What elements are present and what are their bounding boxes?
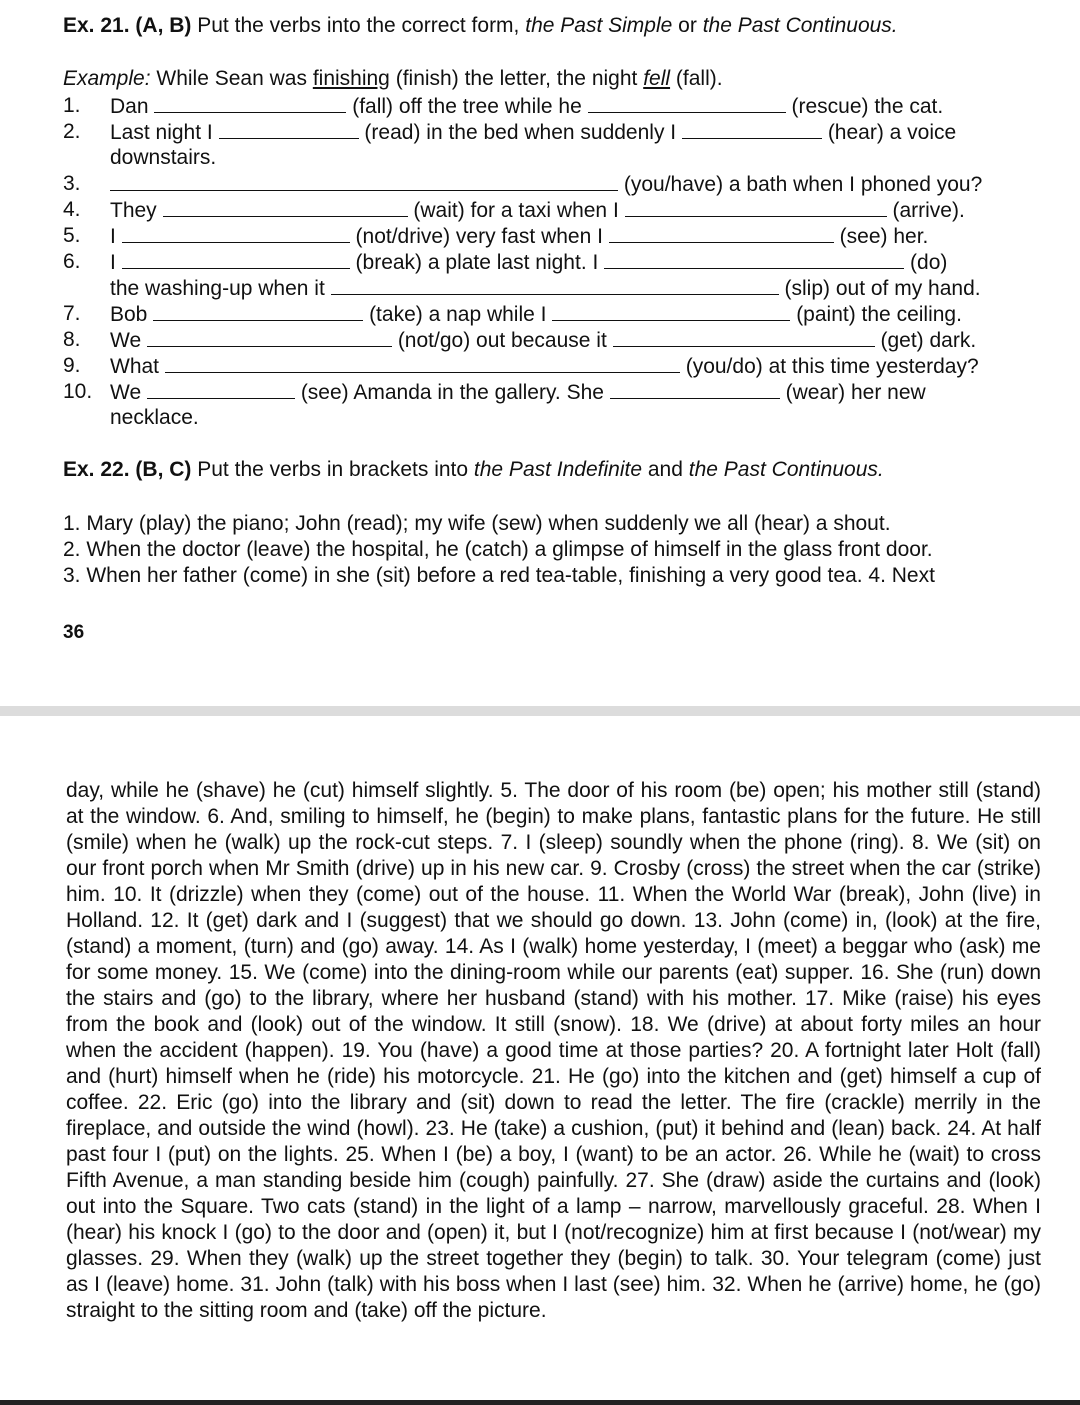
page-bottom-edge bbox=[0, 1400, 1080, 1405]
answer-blank[interactable] bbox=[331, 276, 779, 295]
ex21-label: Ex. 21. bbox=[63, 14, 130, 37]
example-text-c: (fall). bbox=[675, 67, 723, 90]
example-text-b: (finish) the letter, the night bbox=[395, 67, 638, 90]
item-text: (arrive). bbox=[892, 199, 965, 222]
ex21-item-10 bbox=[110, 380, 926, 405]
ex21-item-4 bbox=[110, 198, 965, 223]
answer-blank[interactable] bbox=[147, 328, 392, 347]
item-text: I bbox=[110, 225, 116, 248]
ex21-item-8 bbox=[110, 328, 976, 353]
item-number: 10. bbox=[63, 380, 93, 403]
ex21-levels: (A, B) bbox=[135, 14, 192, 37]
item-text: (wait) for a taxi when I bbox=[413, 199, 619, 222]
item-text: (do) bbox=[910, 251, 948, 274]
item-number: 4. bbox=[63, 198, 81, 221]
item-text: What bbox=[110, 355, 160, 378]
item-number: 3. bbox=[63, 172, 81, 195]
answer-blank[interactable] bbox=[165, 354, 680, 373]
ex21-item-9 bbox=[110, 354, 979, 379]
item-text: Dan bbox=[110, 95, 149, 118]
item-text: downstairs. bbox=[110, 146, 217, 169]
item-text: (hear) a voice bbox=[827, 121, 957, 144]
ex22-label: Ex. 22. bbox=[63, 458, 130, 481]
answer-blank[interactable] bbox=[153, 302, 363, 321]
item-number: 9. bbox=[63, 354, 81, 377]
item-text: (rescue) the cat. bbox=[791, 95, 944, 118]
item-text: We bbox=[110, 329, 142, 352]
item-text: (wear) her new bbox=[785, 381, 926, 404]
answer-blank[interactable] bbox=[610, 380, 780, 399]
page-separator bbox=[0, 706, 1080, 716]
ex22-tense1: the Past Indefinite bbox=[473, 458, 643, 481]
item-text: Bob bbox=[110, 303, 148, 326]
example-label: Example: bbox=[63, 67, 151, 90]
ex21-item-5 bbox=[110, 224, 928, 249]
answer-blank[interactable] bbox=[588, 94, 786, 113]
item-text: the washing-up when it bbox=[110, 277, 325, 300]
ex22-heading bbox=[63, 458, 884, 482]
item-text: (you/have) a bath when I phoned you? bbox=[623, 173, 983, 196]
ex22-continuation-text: day, while he (shave) he (cut) himself slightly. 5. The door of his room (be) open; his mother still (stand) at the window. 6. And, smiling to himself, he (begin) to make plans, fantastic plans for the future. He still (smile) when he (walk) up the rock-cut steps. 7. I (sleep) soundly when the phone (ring). 8. We (sit) on our front porch when Mr Smith (drive) up in his new car. 9. Crosby (cross) the street when the car (strike) him. 10. It (drizzle) when they (come) out of the house. 11. When the World War (break), John (live) in Holland. 12. It (get) dark and I (suggest) that we should go down. 13. John (come) in, (look) at the fire, (stand) a moment, (turn) and (go) away. 14. As I (walk) home yesterday, I (meet) a beggar who (ask) me for some money. 15. We (come) into the dining-room while our parents (eat) supper. 16. She (run) down the stairs and (go) to the library, where her husband (stand) with his mother. 17. Mike (raise) his eyes from the book and (look) out of the window. It still (snow). 18. We (drive) at about forty miles an hour when the accident (happen). 19. You (have) a good time at those parties? 20. A fortnight later Holt (fall) and (hurt) himself when he (ride) his motorcycle. 21. He (go) into the kitchen and (get) himself a cup of coffee. 22. Eric (go) into the library and (sit) down to read the letter. The fire (crackle) merrily in the fireplace, and outside the wind (howl). 23. He (take) a cushion, (put) it behind and (lean) back. 24. At half past four I (put) on the lights. 25. When I (be) a boy, I (want) to be an actor. 26. While he (wait) to cross Fifth Avenue, a man standing beside him (cough) painfully. 27. She (draw) aside the curtains and (look) out into the Square. Two cats (stand) in the light of a lamp – narrow, marvellously graceful. 28. When I (hear) his knock I (go) to the door and (open) it, but I (not/recognize) him at first because I (not/wear) my glasses. 29. When they (walk) up the street together they (begin) to talk. 30. Your telegram (come) just as I (leave) home. 31. John (talk) with his boss when I last (see) him. 32. When he (arrive) home, he (go) straight to the sitting room and (take) off the picture. bbox=[66, 779, 1041, 1322]
ex21-item-7 bbox=[110, 302, 962, 327]
book-page-bottom bbox=[0, 716, 1080, 1405]
ex21-tense1: the Past Simple bbox=[525, 14, 673, 37]
ex21-item-6 bbox=[110, 250, 947, 275]
ex22-instruction: Put the verbs in brackets into bbox=[197, 458, 469, 481]
item-text: (break) a plate last night. I bbox=[355, 251, 599, 274]
answer-blank[interactable] bbox=[219, 120, 359, 139]
answer-blank[interactable] bbox=[122, 250, 350, 269]
item-text: (take) a nap while I bbox=[369, 303, 547, 326]
answer-blank[interactable] bbox=[163, 198, 408, 217]
book-page-top bbox=[0, 0, 1080, 700]
answer-blank[interactable] bbox=[604, 250, 904, 269]
answer-blank[interactable] bbox=[625, 198, 887, 217]
item-text: Last night I bbox=[110, 121, 213, 144]
ex22-line-2: 2. When the doctor (leave) the hospital, he (catch) a glimpse of himself in the glass front door. bbox=[63, 538, 933, 561]
item-text: (see) Amanda in the gallery. She bbox=[300, 381, 604, 404]
ex22-levels: (B, C) bbox=[135, 458, 192, 481]
item-text: We bbox=[110, 381, 142, 404]
ex21-tense2: the Past Continuous. bbox=[702, 14, 898, 37]
ex21-example bbox=[63, 67, 723, 91]
ex21-item-6-cont bbox=[110, 276, 981, 301]
item-text: necklace. bbox=[110, 406, 199, 429]
item-number: 1. bbox=[63, 94, 81, 117]
item-text: (not/go) out because it bbox=[397, 329, 607, 352]
ex22-tense2: the Past Continuous. bbox=[688, 458, 884, 481]
item-text: (paint) the ceiling. bbox=[796, 303, 962, 326]
answer-blank[interactable] bbox=[110, 172, 618, 191]
item-text: (fall) off the tree while he bbox=[352, 95, 582, 118]
ex22-line-1: 1. Mary (play) the piano; John (read); my wife (sew) when suddenly we all (hear) a shout. bbox=[63, 512, 891, 535]
item-text: (slip) out of my hand. bbox=[784, 277, 981, 300]
example-text-a: While Sean was bbox=[156, 67, 307, 90]
ex21-item-2 bbox=[110, 120, 956, 145]
item-number: 7. bbox=[63, 302, 81, 325]
item-text: I bbox=[110, 251, 116, 274]
item-number: 5. bbox=[63, 224, 81, 247]
item-text: (not/drive) very fast when I bbox=[355, 225, 603, 248]
answer-blank[interactable] bbox=[609, 224, 834, 243]
item-text: (read) in the bed when suddenly I bbox=[364, 121, 677, 144]
item-text: (see) her. bbox=[839, 225, 929, 248]
item-number: 6. bbox=[63, 250, 81, 273]
ex21-item-2-cont bbox=[110, 146, 216, 170]
ex21-or: or bbox=[678, 14, 697, 37]
item-text: They bbox=[110, 199, 157, 222]
ex22-line-3: 3. When her father (come) in she (sit) before a red tea-table, finishing a very good tea. 4. Next bbox=[63, 564, 935, 587]
ex22-and: and bbox=[647, 458, 683, 481]
answer-blank[interactable] bbox=[147, 380, 295, 399]
answer-blank[interactable] bbox=[552, 302, 790, 321]
example-answer-1: finishing bbox=[312, 67, 390, 90]
item-text: (you/do) at this time yesterday? bbox=[685, 355, 979, 378]
answer-blank[interactable] bbox=[682, 120, 822, 139]
answer-blank[interactable] bbox=[154, 94, 346, 113]
ex21-item-10-cont bbox=[110, 406, 199, 430]
answer-blank[interactable] bbox=[122, 224, 350, 243]
ex21-item-3 bbox=[110, 172, 982, 197]
ex21-item-1 bbox=[110, 94, 943, 119]
answer-blank[interactable] bbox=[613, 328, 875, 347]
item-number: 8. bbox=[63, 328, 81, 351]
ex22-continuation bbox=[66, 778, 1041, 1324]
item-text: (get) dark. bbox=[880, 329, 977, 352]
page-number: 36 bbox=[63, 622, 85, 643]
item-number: 2. bbox=[63, 120, 81, 143]
example-answer-2: fell bbox=[643, 67, 671, 90]
ex21-instruction: Put the verbs into the correct form, bbox=[197, 14, 520, 37]
ex21-heading bbox=[63, 14, 898, 38]
